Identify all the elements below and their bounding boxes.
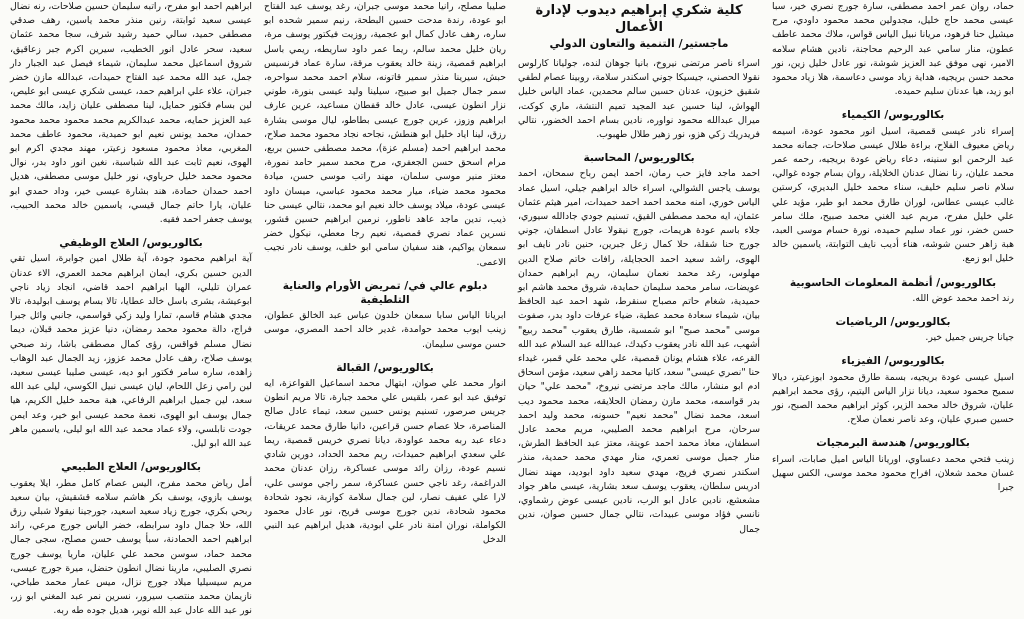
- column-3: [264, 0, 506, 584]
- section-heading: بكالوريوس/ العلاج الوظيفي: [59, 237, 203, 250]
- section-heading: بكالوريوس/ القبالة: [336, 361, 434, 374]
- college-title: كلية شكري إبراهيم ديدوب لإدارة الأعمال: [535, 3, 743, 35]
- column-4: [10, 0, 252, 617]
- names-paragraph: انوار محمد علي صوان، ابتهال محمد اسماعيل القواعزة، ايه توفيق عبد ابو عمر، بلقيس علي محمد جبارة، تالا مريم انطون جريس صرصور، تسنيم يونس حسين سعد، تيماء عادل صالح المناصرة، حلا عصام حسن قراعين، دانيا طارق محمد عريقات، دعاء عبد ربه محمد عواودة، ديانا نصري خريس قمصية، ريما علي سعدي ابراهيم حميدات، ريم محمد الحداد، دورين شادي نسيم عودة، رزان رائد موسى عساكرة، رزان عدنان محمد الدراغمة، رغد ناجي حسن عساكرة، سمر راجي موسى علي، لارا علي عفيف نصار، لين جمال سلامة كوازبة، نجود شحادة محمود شحادة، ندين جورج موسى فريح، نور عادل محمود الكواملة، نوران امنة نادر علي ابودية، هديل ابراهيم عبد النبي الدخل: [264, 378, 506, 546]
- names-paragraph: جيانا جريس جميل خير.: [925, 332, 1014, 344]
- names-paragraph: احمد ماجد فايز حب رمان، احمد ايمن رباح سمحان، احمد يوسف ياجس الشوالي، اسراء خالد ابراهيم جيلي، اسيل عماد الياس خوري، امنه محمد احمد احمد حميدات، امير هيثم عثمان عثمان، ايه محمد مصطفى القيق، تسنيم جودي جادالله سيوري، جلاء باسم عودة هريمات، جورج نيقولا عادل اسطفان، جوني جورج حنا شقلة، حلا كمال زعل جبرين، حنين نادر نايف ابو الهوى، راشد سعيد احمد الحجايلة، رافات خاتم صلاح الدين مهلوس، رغد محمد نعمان سليمان، ريم ابراهيم حمدان عويضات، سامر محمد سليمان حمايدة، شروق محمد هاشم ابو حميدية، شغام حاتم مصباح سنقرط، شهد احمد عبد الحافظ بيان، شيماء سعادة محمد عطية، ضياء عرفات داود بدر، صفوت موسى "محمد صبح" ابو شمسية، طارق يعقوب "محمد ربيع" أشهب، عبد الله نادر يعقوب دكيدك، عبدالله عبد السلام عبد الله القرعه، علاء هشام يونان قمصية، علي محمد علي قمبر، غيداء حنا "نصري عيسى" سعد، كاتيا محمد زاهي سعيد، مؤمن اسحاق ادم ابو منشار، مالك ماجد مرتضى نيروخ، "محمد علي" حيان بدر قواسمه، محمد مازن رمضان الحلايقه، محمد محمود ديب اسعد، محمد نضال "محمد نعيم" حسونه، محمد وليد احمد سرحان، مرح ابراهيم محمد الصليبي، مريم محمد عادل اسطفان، معاذ محمد احمد عوينة، معتز عبد الحافظ الطرش، منار جميل موسى تعمري، منار مهدي محمد حمدية، منذر اسكندر نصري فريج، مهدي سعيد داود ابوديد، مهند نضال ادريس سلطان، يعقوب يوسف سعد بشارية، عيسى ماهر جواد مشعشع، نادين عادل ابو الرب، نادين عيسى عوض رشماوي، نانسي فؤاد موسى عبيدات، نتالي جمال حسين صوان، ندين جمال: [518, 168, 760, 535]
- names-paragraph: زينب فتحي محمد دعساوي، اوريانا الياس اميل صابات، اسراء غسان محمد شعلان، افراح محمود محمد موسى، الكس سهيل جبرا: [772, 453, 1014, 494]
- section-heading: بكالوريوس/ هندسة البرمجيات: [816, 437, 970, 450]
- section-heading: بكالوريوس/ الفيزياء: [841, 355, 945, 368]
- college-title-block: [518, 2, 760, 51]
- names-paragraph: أمل رياض محمد مفرح، اليس عصام كامل مطر، ايلا يعقوب يوسف بازوي، يوسف بكر هاشم سلامه قشقيش، بيان سعيد ربحي بكري، جورج زياد سعيد اسعيد، جورجينا نيقولا شبلي رزق الله، حلا جمال داود سرابطه، خضر الياس جورج مرعي، راند ابراهيم احمد الحمادنة، سبأ يوسف حسن مصلح، سجى جمال محمد حماد، سوسن محمد علي عليان، ماريا يوسف جورج نصري الصليبي، مارينا نضال انطون حنضل، ميرة جورج عيسى، مريم سيسيليا ميلاد جورج نزال، ميس عمار محمد طباخي، نازيمان محمد منتصب سيرور، نسرين نمر عبد المغني ابو زر، نور عبد الله عادل عبد الله نوير، هديل جوده طه ربه.: [10, 477, 252, 617]
- section-heading: بكالوريوس/ العلاج الطبيعي: [61, 461, 201, 474]
- names-paragraph: رند احمد محمد عوض الله.: [912, 292, 1014, 304]
- section-heading: بكالوريوس/ الرياضيات: [835, 316, 951, 329]
- column-2: [518, 0, 760, 584]
- program-subtitle: ماجستير/ التنمية والتعاون الدولي: [549, 37, 729, 50]
- names-paragraph: اسيل عيسى عودة بريجيه، بسمة طارق محمود ابوزعيتر، ديالا سميح محمود سعيد، ديانا نزار الياس اليتيم، رؤى محمد ابراهيم عليان، شروق خالد محمد الزير، كوثر ابراهيم محمد الصبح، نور حسين صبري عليان، وعد ناصر نعمان صلاح.: [772, 371, 1014, 426]
- names-paragraph: حماد، روان عمر احمد مصطفى، سارة جورج نصري خير، سبا عيسى محمد حاج خليل، مجدولين محمد محمود داودي، مرح ميشيل حنا فرهود، مريانا نبيل الياس قواس، ملاك محمد عاطف عطون، منار سامي عبد الرحيم محاجنة، نادين هشام سلامه الامير، نهى موفق عبد العزيز شوشة، نور عادل خليل زين، نور محمد حسن بريجيه، هداية زياد موسى دعاسمة، هلا زياد محمود ابو زيد، هيا عدنان سليم حميده.: [772, 1, 1014, 98]
- names-paragraph: إسراء نادر عيسى قمصية، اسيل انور محمود عودة، اسيمه رياض معيوف الفلاح، براءة طلال عيسى صلاحات، جمانه محمد عبد الرحمن ابو سنينه، دعاء رياض عودة بريجيه، رحمه عمر محمد عليان، رنا نضال عدنان الخلايلة، روان بسام جوده غوالي، سلام ناصر سليم خليف، سناء محمد خليل البديري، كرستين غالب عيسى عطاس، لوران طارق محمد ابو طير، مؤيد علي علي خليل مفرح، مريم عبد الغني محمد صبيح، ملك سامر حسن خضر، نور عماد سليم حميده، نورة حسام موسى العبد، هبة زاهر حسن شوشه، هناء أديب نايف التوابتة، ياسمين خالد خليل ابو زمع.: [772, 125, 1014, 265]
- names-paragraph: صليبا مصلح، رانيا محمد موسى جبران، رغد يوسف عبد الفتاح ابو عودة، رندة مدحت حسين البطحة، رنيم سمير شحده ابو ساره، رهف عادل كمال ابو عجمية، روزيت فيكتور يوسف مرة، ريان خليل محمد سالم، ريما عمر داود ساريطه، ريمي باسل ابراهيم قمصية، زينة خالد يعقوب مرقة، سارة عماد فرنسيس حبش، سيرينا منذر سمير قاتونه، سلام احمد محمد سواحره، سمر جمال جميل ابو صبيح، سيلينا وليد عيسى بنورة، طوني نزار انطون عيسى، عادل خالد قفطان مساعيد، عرين عارف ابراهيم وزوز، عرين جورج عيسى بطاطو، ليال موسى بشارة رزق، لينا اياد خليل ابو هنطش، نجاحه نجاد محمود محمد صلاح، محمد ابراهيم احمد (مسلم عزة)، محمد مصطفى حسين بربع، مرام اسحق حسن الجعفري، مرح محمد سمير حامد نمورة، معتز منير موسى سلمان، مهند راتب موسى حسن، ميادة محمود محمد ضياء، ميار محمد محمود عباسي، ميسان داود عيسى عودة، ميلاد يوسف خالد نعيم ابو محمد، نتالي عيسى حنا ذيب، ندين ماجد عاهد ناطور، نرمين ابراهيم حسين قشور، نسرين عماد نصري قمصية، نعيم رجا معطي، نيكول خضر سمعان يواكيم، هند سفيان سامي ابو خلف، يوسف نادر نجيب الاعمى.: [264, 1, 506, 268]
- names-paragraph: آية ابراهيم محمود جودة، آية طلال امين جوابرة، اسيل تقي الدين حسين بكري، ايمان ابراهيم محمد العمري، الاء عدنان عمران تليلي، الهيا ابراهيم احمد قاضي، انجاد زياد ناجي ابوعيشة، بشرى باسل خالد عطايا، تالا بسام يوسف ابوليدة، تالا مجدي هشام قاسم، تمارا وليد زكي قواسمي، جانبي وائل جبرا فراج، دالة محمود محمد رمضان، دنيا عزيز محمد قبلان، ديما نضال مسلم قواقس، رؤى كمال مصطفى باشا، رند صبحي يوسف صلاح، رهف عادل محمد عزوز، زيد الجمال عبد الوهاب زاهده، ساره سامر فكتور ابو ديه، عيسى صليبا عيسى سعيد، لين رامي زعل اللحام، ليان عيسى نبيل الكوسي، ليلى عبد الله سعد، لين جميل ابراهيم الرفاعي، هبة محمد خليل الكريم، هيا جمال يوسف ابو الهوى، نعمة محمد عيسى ابو خير، وعد ايمن جودت نابلسي، ولاء عماد محمد عبد الله ابو ليلى، ياسمين ماهر عبد الله ابو ليل.: [10, 253, 252, 450]
- names-paragraph: ابريانا الياس سابا سمعان خلدون عباس عبد الخالق عطوان، زينب ايوب محمد حوامدة، غدير خالد احمد المصري، موسى حسن موسى سليمان.: [264, 310, 506, 350]
- section-heading: دبلوم عالي في/ تمريض الأورام والعناية التلطيفية: [282, 279, 488, 307]
- section-heading: بكالوريوس/ أنظمة المعلومات الحاسوبية: [789, 276, 997, 289]
- column-1: [772, 0, 1014, 584]
- section-heading: بكالوريوس/ الكيمياء: [841, 109, 945, 122]
- section-heading: بكالوريوس/ المحاسبة: [583, 152, 695, 165]
- names-paragraph: ابراهيم احمد ابو مفرح، راتبه سليمان حسين صلاحات، رنه نضال عيسى سعيد ثوابتة، رنين منذر محمد ياسين، رهف صدقي مصطفى حميد، سالي حميد رشيد شرف، سجا محمد عثمان سعيد، سحر عادل انور الخطيب، سيرين اكرم جبر زعاقيق، شروق اسماعيل محمد سليمان، شيماء فيصل عبد الجبار دار جمل، عبد الله محمد عبد الفتاح حميدات، عبدالله مازن خضر جبران، علاء علي ابراهيم حمد، عيسى شكري عيسى ابو عليص، لين بسام فكتور حمايل، لينا مصطفى عليان زايد، مالك محمد عبد العزيز حمايه، محمد عبدالكريم محمد محمود محمد محمود حمدان، محمد يونس نعيم ابو حميدية، محمود عاطف محمد المغربي، معاذ محمود مسعود زعيتر، مهند مجدي اكرم ابو الهوى، نعيم ثابت عبد الله شباسبة، نغين انور داود بدر، نوال محمود محمد خليل حرباوي، نور خليل موسى مصطفى، هديل احمد حمدان حمادة، هند بشارة عيسى خير، وداد حمدي ابو عليان، يارا حاتم جمال قيسي، ياسمين خالد محمد الحبيب، يوسف جعفر احمد فقيه.: [10, 1, 252, 226]
- names-paragraph: اسراء ناصر مرتضى نيروخ، بانيا جوهان لنده، جوليانا كارلوس نقولا الحصني، جيسيكا جوني اسكندر سلامة، روبينا عصام لطفي شقيق خزيون، عدنان حسين سالم محمدين، عماد الياس خليل الهواش، لينا حسين عبد المجيد تميم النتشة، ماري كوكت، ميرال عبدالله محمود نواوره، نادين بسام احمد الخضور، نتالي فريدريك زكي هزو، نور زهير طلال طهبوب.: [518, 58, 760, 141]
